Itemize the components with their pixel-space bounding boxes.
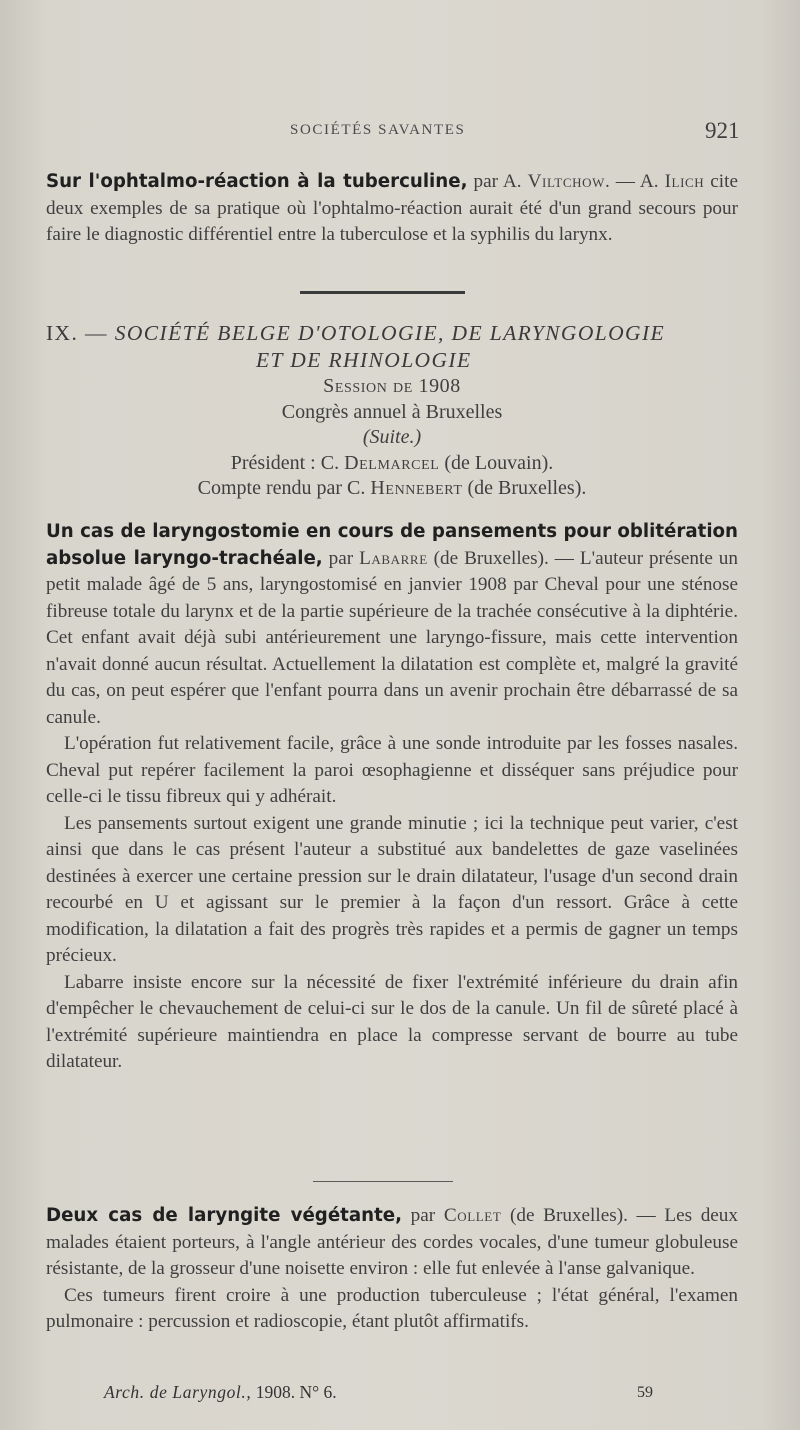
abstract-title: Sur l'ophtalmo-réaction à la tuberculine, (46, 171, 468, 192)
president-name: Delmarcel (344, 451, 440, 474)
author-name: Collet (443, 1205, 502, 1226)
section-number: IX. — (46, 321, 115, 345)
suite-line: (Suite.) (362, 426, 422, 448)
section-heading (46, 320, 738, 502)
body-paragraph: Les pansements surtout exigent une grande minutie ; ici la technique peut varier, c'est ainsi que dans le cas présent l'auteur a substitué aux bandelettes de gaze vaselinées destinées à exercer une certaine pression sur le drain dilatateur, l'usage d'un second drain recourbé en U et agissant sur le premier à la façon d'un ressort. Grâce à cette modification, la dilatation a fait des progrès très rapides et a permis de gagner un temps précieux. (46, 812, 738, 966)
abstract-paragraph: Deux cas de laryngite végétante, par Collet (de Bruxelles). — Les deux malades étaient porteurs, à l'angle antérieur des cordes vocales, d'une tumeur globuleuse résistante, de la grosseur d'une noisette environ : elle fut enlevée à l'anse galvanique. (46, 1205, 738, 1279)
abstract-title: Un cas de laryngostomie en cours de pansements pour oblitération absolue laryngo-trachéale, (46, 521, 738, 569)
session-line: Session de 1908 (323, 375, 461, 397)
body-paragraph: Ces tumeurs firent croire à une production tuberculeuse ; l'état général, l'examen pulmonaire : percussion et radioscopie, étant plutôt affirmatifs. (46, 1284, 738, 1332)
abstract-laryngostomie (46, 519, 738, 1076)
section-divider (300, 291, 465, 294)
page-number: 921 (705, 118, 740, 143)
page-header (0, 118, 800, 148)
abstract-laryngite-vegetante (46, 1203, 738, 1336)
abstract-title: Deux cas de laryngite végétante, (46, 1205, 403, 1226)
body-paragraph: Labarre insiste encore sur la nécessité de fixer l'extrémité inférieure du drain afin d'empêcher le chevauchement de celui-ci sur le dos de la canule. Un fil de sûreté placé à l'extrémité supérieure maintiendra en place la compresse servant de bourre au tube dilatateur. (46, 971, 738, 1072)
signature-mark: 59 (637, 1384, 653, 1401)
section-title-line-1: IX. — SOCIÉTÉ BELGE D'OTOLOGIE, DE LARYNGOLOGIE (46, 321, 666, 345)
abstract-paragraph: Sur l'ophtalmo-réaction à la tuberculine, par A. Viltchow. — A. Ilich cite deux exemples de sa pratique où l'ophtalmo-réaction aurait été d'un grand secours pour faire le diagnostic différentiel entre la tuberculose et la syphilis du larynx. (46, 171, 738, 245)
author-name: Labarre (359, 547, 428, 569)
report-line: Compte rendu par C. Hennebert (de Bruxelles). (197, 477, 587, 499)
running-head: SOCIÉTÉS SAVANTES (290, 122, 466, 138)
discussant-name: Ilich (664, 171, 705, 192)
author-name: Viltchow (527, 171, 605, 192)
reporter-name: Hennebert (370, 477, 463, 499)
journal-reference: Arch. de Laryngol., 1908. N° 6. (104, 1382, 337, 1402)
section-title-line-2: ET DE RHINOLOGIE (256, 348, 472, 372)
body-paragraph: L'opération fut relativement facile, grâce à une sonde introduite par les fosses nasales. Cheval put repérer facilement la paroi œsophagienne et disséquer sans préjudice pour celle-ci le tissu fibreux qui y adhérait. (46, 733, 738, 807)
abstract-ophtalmo-reaction (46, 169, 738, 249)
congress-line: Congrès annuel à Bruxelles (281, 400, 503, 423)
abstract-paragraph: Un cas de laryngostomie en cours de pansements pour oblitération absolue laryngo-trachéale, par Labarre (de Bruxelles). — L'auteur présente un petit malade âgé de 5 ans, laryngostomisé en janvier 1908 par Cheval pour une sténose fibreuse totale du larynx et de la partie supérieure de la trachée consécutive à la diphtérie. Cet enfant avait déjà subi antérieurement une laryngo-fissure, mais cette intervention n'avait donné aucun résultat. Actuellement la dilatation est complète et, malgré la gravité du cas, on peut espérer que l'enfant pourra dans un avenir prochain être débarrassé de sa canule. (46, 521, 738, 728)
page-footer (0, 1382, 800, 1410)
president-line: Président : C. Delmarcel (de Louvain). (230, 451, 554, 474)
item-divider (313, 1181, 453, 1182)
